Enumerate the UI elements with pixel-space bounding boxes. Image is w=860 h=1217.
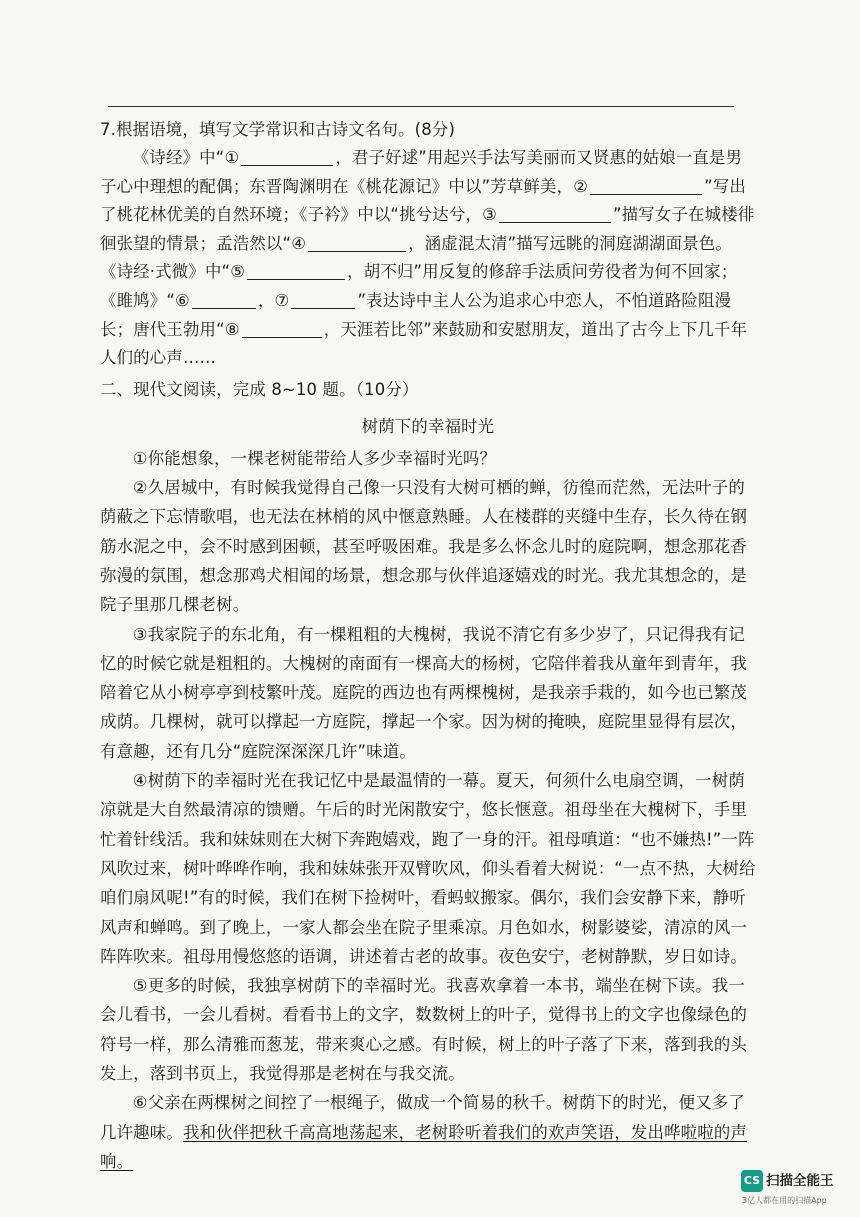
q7-text-2: ，君子好逑”用起兴手法写美丽而又贤惠的姑娘一直是男子心中理想的配偶；东晋陶渊明在《桃花源记》中以”芳草鲜美，② [100, 148, 743, 196]
top-rule [108, 106, 734, 107]
article-paragraph-4: ④树荫下的幸福时光在我记忆中是最温情的一幕。夏天，何须什么电扇空调，一树荫凉就是大自然最清凉的馈赠。午后的时光闲散安宁，悠长惬意。祖母坐在大槐树下，手里忙着针线活。我和妹妹则在大树下奔跑嬉戏，跑了一身的汗。祖母嗔道：“也不嫌热!”一阵风吹过来，树叶哗哗作响，我和妹妹张开双臂吹风，仰头看着大树说：“一点不热，大树给咱们扇风呢!”有的时候，我们在树下捡树叶，看蚂蚁搬家。偶尔，我们会安静下来，静听风声和蝉鸣。到了晚上，一家人都会坐在院子里乘凉。月色如水，树影婆娑，清凉的风一阵阵吹来。祖母用慢悠悠的语调，讲述着古老的故事。夜色安宁，老树静默，岁日如诗。 [100, 771, 756, 966]
q7-text-7: ，⑦ [257, 290, 290, 310]
q7-text-4: ”描写女子在城楼徘徊张望的情景；孟浩然以“④ [100, 205, 755, 253]
blank-5[interactable] [247, 261, 345, 280]
blank-6[interactable] [192, 290, 256, 309]
watermark-name: 扫描全能王 [766, 1173, 834, 1189]
article-paragraph-6 [100, 1088, 756, 1176]
article-title: 树荫下的幸福时光 [361, 416, 495, 436]
underlined-sentence: 我和伙伴把秋千高高地荡起来，老树聆听着我们的欢声笑语，发出哗啦啦的声响。 [100, 1122, 748, 1171]
q7-text-6: ，胡不归”用反复的修辞手法质问劳役者为何不回家；《雎鸠》“⑥ [100, 262, 738, 310]
article-paragraph-5: ⑤更多的时候，我独享树荫下的幸福时光。我喜欢拿着一本书，端坐在树下读。我一会儿看书，一会儿看树。看看书上的文字，数数树上的叶子，觉得书上的文字也像绿色的符号一样，那么清雅而葱茏，带来爽心之感。有时候，树上的叶子落了下来，落到我的头发上，落到书页上，我觉得那是老树在与我交流。 [100, 976, 748, 1083]
watermark-tagline: 3亿人都在用的扫描App [742, 1196, 827, 1205]
q7-text-8: ”表达诗中主人公为追求心中恋人，不怕道路险阻漫长；唐代王勃用“⑧ [100, 290, 732, 339]
blank-8[interactable] [242, 319, 322, 338]
paragraph-6-text: ⑥父亲在两棵树之间控了一根绳子，做成一个简易的秋千。树荫下的时光，便又多了几许趣味。 [100, 1093, 745, 1142]
q7-text-3: ”写出了桃花林优美的自然环境；《子衿》中以“挑兮达兮，③ [100, 176, 746, 225]
article-paragraph-2: ②久居城中，有时候我觉得自己像一只没有大树可栖的蝉，彷徨而茫然，无法叶子的荫蔽之下忘情歌唱，也无法在林梢的风中惬意熟睡。人在楼群的夹缝中生存，长久待在钢筋水泥之中，会不时感到困顿，甚至呼吸困难。我是多么怀念儿时的庭院啊，想念那花香弥漫的氛围，想念那鸡犬相闻的场景，想念那与伙伴追逐嬉戏的时光。我尤其想念的，是院子里那几棵老树。 [100, 478, 748, 615]
blank-4[interactable] [308, 233, 406, 252]
article-paragraph-3: ③我家院子的东北角，有一棵粗粗的大槐树，我说不清它有多少岁了，只记得我有记忆的时候它就是粗粗的。大槐树的南面有一棵高大的杨树，它陪伴着我从童年到青年，我陪着它从小树亭亭到枝繁叶茂。庭院的西边也有两棵槐树，是我亲手栽的，如今也已繁茂成荫。几棵树，就可以撑起一方庭院，撑起一个家。因为树的掩映，庭院里显得有层次，有意趣，还有几分“庭院深深深几许”味道。 [100, 624, 748, 761]
blank-3[interactable] [499, 204, 611, 223]
scanner-watermark [741, 1170, 837, 1210]
article-paragraph-1: ①你能想象，一棵老树能带给人多少幸福时光吗？ [132, 448, 497, 468]
blank-1[interactable] [241, 147, 333, 166]
q7-text-9: ，天涯若比邻”来鼓励和安慰朋友，道出了古今上下几千年人们的心声…… [100, 319, 748, 368]
exam-page [100, 115, 756, 1176]
camscanner-logo-icon: CS [741, 1170, 763, 1192]
question-7-title: 7.根据语境，填写文学常识和古诗文名句。(8分) [100, 120, 456, 139]
blank-7[interactable] [291, 290, 355, 309]
q7-text-5: ，涵虚混太清”描写远眺的洞庭湖湖面景色。《诗经·式微》中“⑤ [100, 233, 733, 282]
blank-2[interactable] [590, 176, 702, 195]
reading-article [100, 412, 756, 1176]
question-7-body [100, 144, 756, 373]
q7-text-1: 《诗经》中“① [132, 148, 240, 167]
section-2-title: 二、现代文阅读，完成 8~10 题。（10分） [100, 379, 419, 399]
